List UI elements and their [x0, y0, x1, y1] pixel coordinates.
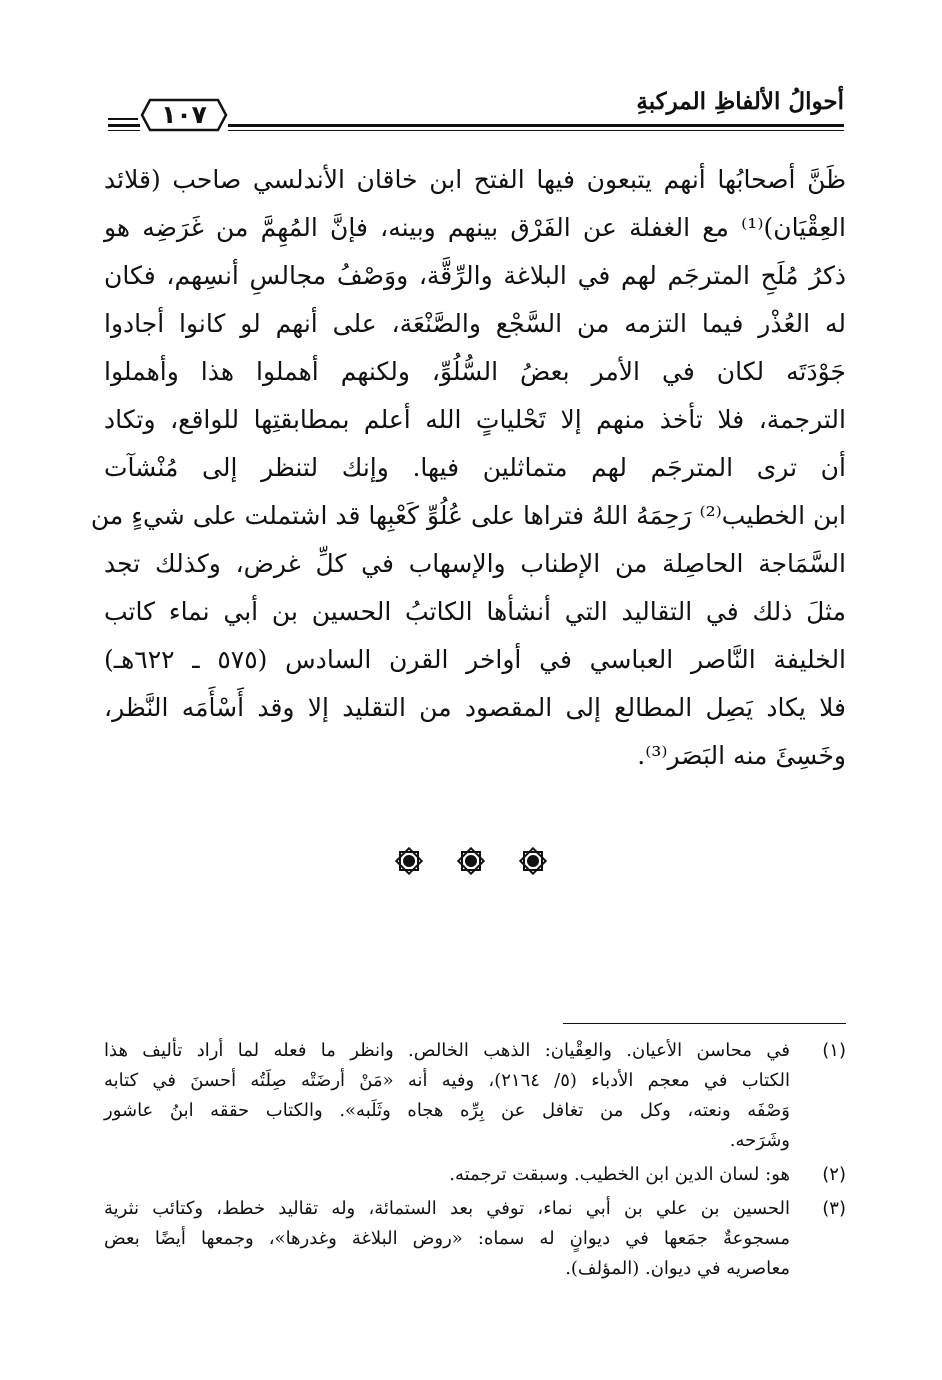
- body-line: ابن الخطيب⁽²⁾ رَحِمَهُ اللهُ فتراها على عُلُوِّ كَعْبِها قد اشتملت على شيءٍ من: [90, 501, 846, 530]
- body-line: الترجمة، فلا تأخذ منهم إلا تَحْلياتٍ الله أعلم بمطابقتِها للواقع، وتكاد: [104, 405, 846, 434]
- footnote-line: الكتاب في معجم الأدباء (٥/ ٢١٦٤)، وفيه أنه «مَنْ أرضَتْه صِلَتُه أحسنَ في كتابه: [104, 1070, 791, 1091]
- footnote-line: معاصريه في ديوان. (المؤلف).: [565, 1258, 790, 1279]
- body-line: ذكرُ مُلَحِ المترجَم لهم في البلاغة والرِّقَّة، ووَصْفُ مجالسِ أنسِهم، فكان: [104, 261, 846, 290]
- header-dash-bottom: [108, 124, 138, 126]
- ornament-flower-icon: [454, 844, 488, 878]
- body-line: وخَسِئَ منه البَصَر⁽³⁾.: [637, 741, 846, 770]
- footnote: [104, 1036, 846, 1156]
- body-line: له العُذْر فيما التزمه من السَّجْع والصَّنْعَة، على أنهم لو كانوا أجادوا: [104, 309, 846, 338]
- body-line: جَوْدَتَه لكان في الأمر بعضُ السُّلُوِّ، ولكنهم أهملوا هذا وأهملوا: [104, 357, 846, 386]
- header-dash-top: [108, 118, 138, 120]
- footnote-line: وشَرَحه.: [729, 1130, 790, 1151]
- section-ornaments: [0, 844, 942, 882]
- footnotes: [104, 1036, 846, 1288]
- footnote-line: الحسين بن علي بن أبي نماء، توفي بعد الستمائة، وله تقاليد خطط، وكتائب نثرية: [104, 1198, 790, 1219]
- footnote-separator: [563, 1023, 846, 1024]
- footnote-number: (١): [822, 1040, 846, 1061]
- body-line: الخليفة النَّاصر العباسي في أواخر القرن السادس (٥٧٥ ـ ٦٢٢هـ): [104, 645, 847, 674]
- body-line: أن ترى المترجَم لهم متماثلين فيها. وإنك لتنظر إلى مُنْشآت: [104, 453, 846, 482]
- footnote-line: هو: لسان الدين ابن الخطيب. وسبقت ترجمته.: [449, 1164, 790, 1185]
- body-line: ظَنَّ أصحابُها أنهم يتبعون فيها الفتح ابن خاقان الأندلسي صاحب (قلائد: [104, 165, 846, 194]
- body-line: السَّمَاجة الحاصِلة من الإطناب والإسهاب في كلِّ غرض، وكذلك تجد: [104, 549, 846, 578]
- body-line: فلا يكاد يَصِل المطالع إلى المقصود من التقليد إلا وقد أَسْأَمَه النَّظر،: [104, 693, 846, 722]
- body-line: مثلَ ذلك في التقاليد التي أنشأها الكاتبُ الحسين بن أبي نماء كاتب: [104, 597, 846, 626]
- ornament-flower-icon: [392, 844, 426, 878]
- body-line: العِقْيَان)⁽¹⁾ مع الغفلة عن الفَرْق بينهم وبينه، فإنَّ المُهِمَّ من غَرَضِه هو: [104, 213, 846, 242]
- running-header-title: أحوالُ الألفاظِ المركبةِ: [636, 88, 844, 115]
- main-text: [90, 156, 847, 780]
- page-number: ١٠٧: [161, 100, 207, 129]
- ornament-flower-icon: [516, 844, 550, 878]
- footnote-number: (٣): [822, 1198, 846, 1219]
- footnote: [104, 1160, 846, 1190]
- footnote-number: (٢): [822, 1164, 846, 1185]
- footnote: [104, 1194, 846, 1284]
- footnote-line: وَصْفَه ونعته، وكل من تغافل عن بِرِّه هجاه وثَلَبه». والكتاب حققه ابنُ عاشور: [104, 1100, 790, 1121]
- page-number-badge: [140, 98, 228, 132]
- footnote-line: مسجوعةٌ جمَعها في ديوانٍ له سماه: «روض البلاغة وغدرها»، وجمعها أيضًا بعض: [104, 1228, 790, 1249]
- footnote-line: في محاسن الأعيان. والعِقْيان: الذهب الخالص. وانظر ما فعله لما أراد تأليف هذا: [104, 1040, 790, 1061]
